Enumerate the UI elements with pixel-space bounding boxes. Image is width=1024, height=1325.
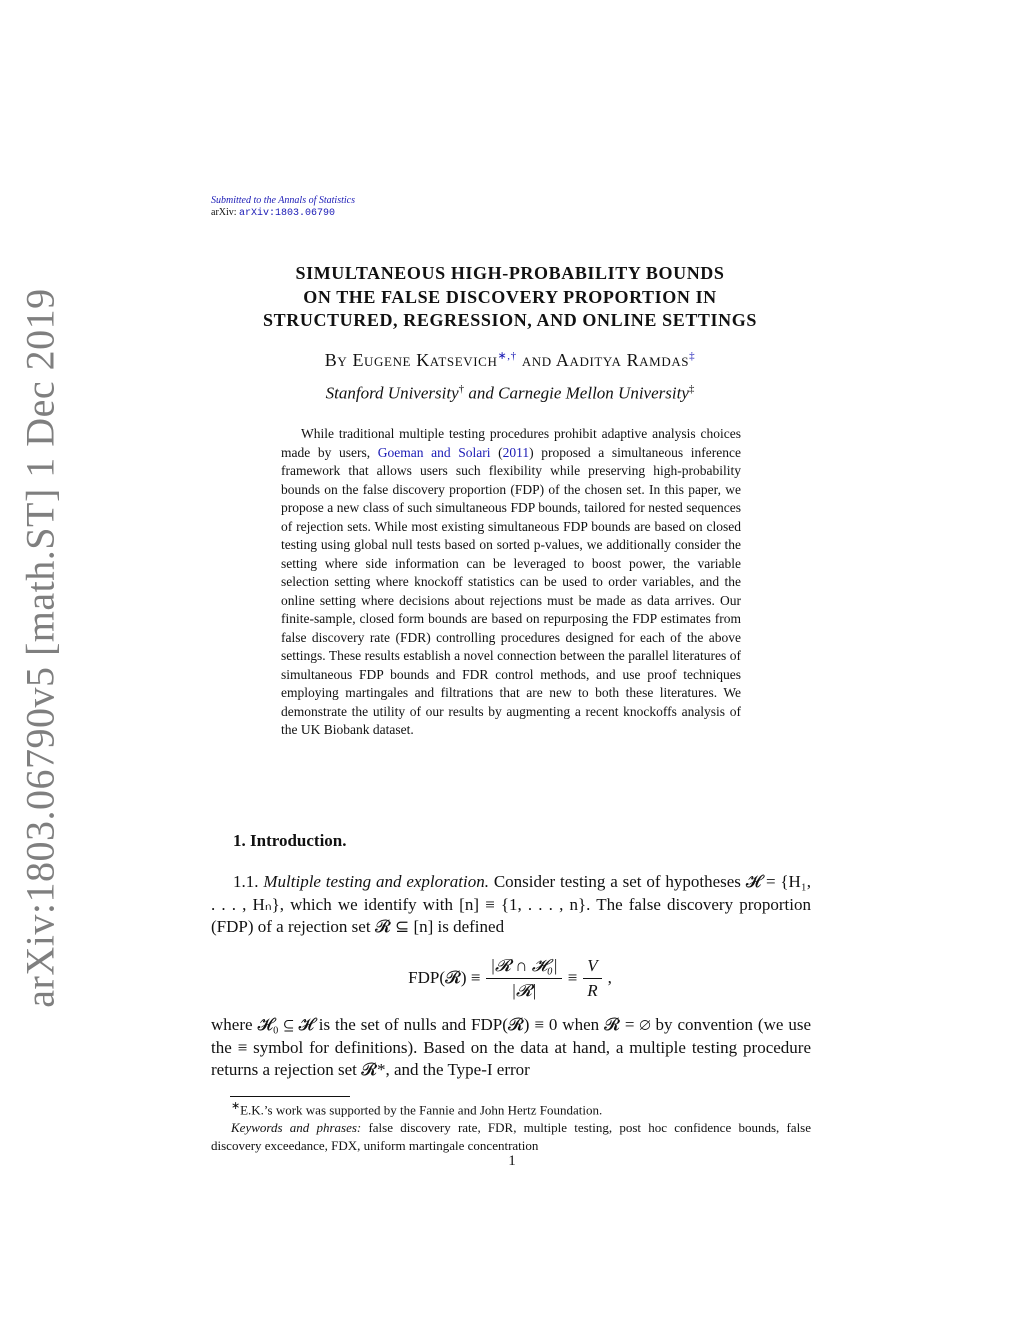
paper-title — [200, 262, 820, 333]
abstract — [281, 425, 741, 740]
author-line — [200, 349, 820, 371]
keywords-label: Keywords and phrases: — [231, 1120, 362, 1136]
author-and: and — [516, 350, 556, 370]
affiliation-line — [200, 383, 820, 404]
intro-paragraph-2: where 𝓗₀ ⊆ 𝓗 is the set of nulls and FDP(𝓡) ≡ 0 when 𝓡 = ∅ by convention (we use the ≡ symbol for definitions). Based on the data at hand, a multiple testing procedure returns a rejection set 𝓡*, and the Type-I error — [211, 1015, 811, 1079]
author-1-marks[interactable]: ∗,† — [497, 350, 517, 362]
affiliation-and: and — [464, 383, 499, 403]
citation-paren: ( — [490, 444, 503, 460]
title-line-1: SIMULTANEOUS HIGH-PROBABILITY BOUNDS — [295, 263, 725, 283]
footnote-mark: ∗ — [231, 1100, 241, 1112]
author-2: Aaditya Ramdas — [555, 350, 690, 370]
author-2-marks[interactable]: ‡ — [689, 350, 696, 362]
affiliation-1-mark: † — [458, 383, 465, 395]
paper-header — [211, 195, 355, 220]
arxiv-id-link[interactable]: arXiv:1803.06790 — [239, 208, 336, 219]
equation-equiv: ≡ — [567, 968, 578, 987]
fraction-2-numerator: V — [583, 956, 601, 979]
arxiv-stamp-text: arXiv:1803.06790v5 [math.ST] 1 Dec 2019 — [17, 287, 63, 1008]
affiliation-2: Carnegie Mellon University — [498, 383, 689, 403]
arxiv-prefix: arXiv: — [211, 207, 240, 218]
by-label: By — [324, 350, 353, 370]
title-line-3: STRUCTURED, REGRESSION, AND ONLINE SETTINGS — [263, 310, 757, 330]
footnote-funding-text: E.K.’s work was supported by the Fannie and John Hertz Foundation. — [240, 1102, 603, 1118]
subsection-number: 1.1. — [233, 872, 259, 891]
arxiv-sidebar-stamp — [15, 287, 65, 1008]
fraction-2-denominator: R — [587, 980, 598, 1000]
arxiv-line — [211, 207, 355, 220]
footnote-funding — [211, 1097, 811, 1119]
equation-tail: , — [607, 968, 612, 987]
equation-lhs: FDP(𝓡) ≡ — [408, 968, 481, 987]
citation-link-year[interactable]: 2011 — [502, 444, 530, 460]
keywords-text: false discovery rate, FDR, multiple testing, post hoc confidence bounds, false discovery exceedance, FDX, uniform martingale concentration — [211, 1120, 812, 1154]
section-heading: 1. Introduction. — [233, 831, 347, 850]
fdp-equation — [360, 950, 660, 1006]
title-line-2: ON THE FALSE DISCOVERY PROPORTION IN — [303, 286, 717, 307]
fraction-2 — [583, 956, 601, 1001]
citation-link-authors[interactable]: Goeman and Solari — [377, 444, 491, 460]
footnotes — [211, 1097, 811, 1155]
fraction-1-numerator: |𝓡 ∩ 𝓗₀| — [486, 956, 561, 979]
abstract-text-start: While traditional multiple testing procedures prohibit adaptive analysis choices made by users, — [281, 426, 741, 460]
page-number: 1 — [508, 1153, 516, 1169]
fraction-1-denominator: |𝓡| — [511, 980, 537, 1000]
author-1: Eugene Katsevich — [352, 350, 498, 370]
affiliation-1: Stanford University — [325, 383, 459, 403]
journal-link[interactable]: Submitted to the Annals of Statistics — [211, 195, 355, 206]
intro-paragraph-1 — [211, 871, 811, 939]
affiliation-2-mark: ‡ — [688, 383, 695, 395]
abstract-text-rest: ) proposed a simultaneous inference framework that allows users such flexibility while preserving high-probability bounds on the false discovery proportion (FDP) of the chosen set. In this paper, we propose a new class of such simultaneous FDP bounds, tailored for nested sequences of rejection sets. While most existing simultaneous FDP bounds are based on closed testing using global null tests based on sorted p-values, we additionally consider the setting where side information can be leveraged to boost power, the variable selection setting where knockoff statistics can be used to order variables, and the online setting where decisions about rejections must be made as data arrives. Our finite-sample, closed form bounds are based on repurposing the FDP estimates from false discovery rate (FDR) controlling procedures designed for each of the above settings. These results establish a novel connection between the parallel literatures of simultaneous FDP bounds and FDR control methods, and use proof techniques employing martingales and filtrations that are new to both these literatures. We demonstrate the utility of our results by augmenting a recent knockoffs analysis of the UK Biobank dataset. — [281, 444, 741, 737]
fraction-1 — [486, 956, 561, 1001]
keywords — [211, 1119, 811, 1155]
intro-paragraph-1-text: Consider testing a set of hypotheses 𝓗 = {H₁, . . . , Hₙ}, which we identify with [n] ≡ {1, . . . , n}. The false discovery proportion (FDP) of a rejection set 𝓡 ⊆ [n] is defined — [211, 872, 812, 936]
subsection-title: Multiple testing and exploration. — [263, 872, 489, 891]
